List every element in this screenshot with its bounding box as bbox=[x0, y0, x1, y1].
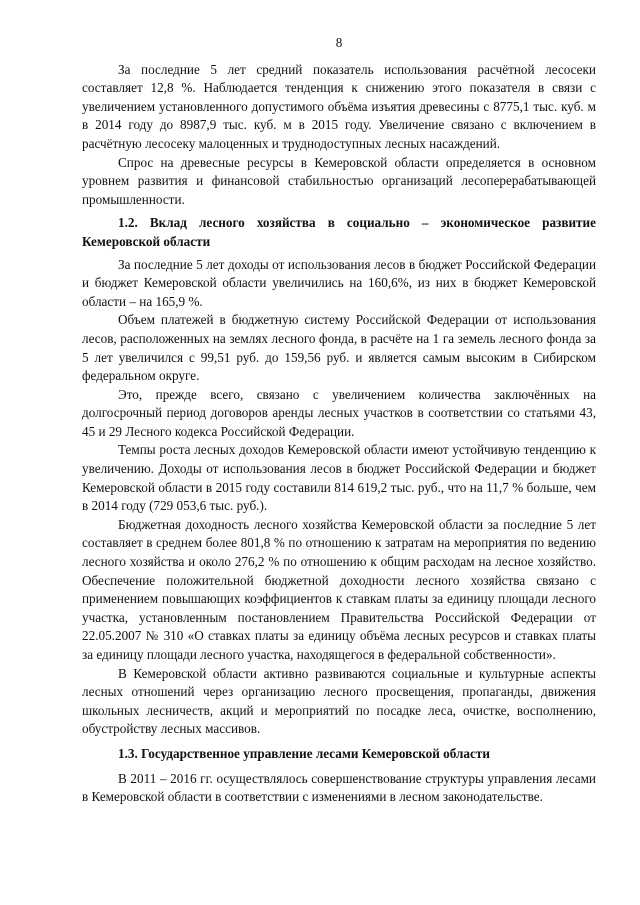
paragraph-lease-contracts: Это, прежде всего, связано с увеличением количества заключённых на долгосрочный период договоров аренды лесных участков в соответствии со статьями 43, 45 и 29 Лесного кодекса Российской Федерации. bbox=[82, 386, 596, 439]
section-heading-1-2: 1.2. Вклад лесного хозяйства в социально – экономическое развитие Кемеровской области bbox=[82, 215, 596, 249]
paragraph-payments-per-hectare: Объем платежей в бюджетную систему Российской Федерации от использования лесов, расположенных на землях лесного фонда, в расчёте на 1 га земель лесного фонда за 5 лет увеличился с 99,51 руб. до 159,56 руб. и является самым высоким в Сибирском федеральном округе. bbox=[82, 312, 596, 384]
paragraph-management-structure: В 2011 – 2016 гг. осуществлялось совершенствование структуры управления лесами в Кемеровской области в соответствии с изменениями в лесном законодательстве. bbox=[82, 770, 596, 805]
paragraph-felling-usage: За последние 5 лет средний показатель использования расчётной лесосеки составляет 12,8 %. Наблюдается тенденция к снижению этого показателя в связи с увеличением установленного допустимого объёма изъятия древесины с 8775,1 тыс. куб. м в 2014 году до 8987,9 тыс. куб. м в 2015 году. Увеличение связано с включением в расчётную лесосеку малоценных и труднодоступных лесных насаждений. bbox=[82, 61, 596, 151]
paragraph-budget-profitability: Бюджетная доходность лесного хозяйства Кемеровской области за последние 5 лет составляет в среднем более 801,8 % по отношению к затратам на мероприятия по ведению лесного хозяйства и около 276,2 % по отношению к общим расходам на лесное хозяйство. Обеспечение положительной бюджетной доходности лесного хозяйства связано с применением повышающих коэффициентов к ставкам платы за единицу площади лесного участка, установленным постановлением Правительства Российской Федерации от 22.05.2007 № 310 «О ставках платы за единицу объёма лесных ресурсов и ставках платы за единицу площади лесного участка, находящегося в федеральной собственности». bbox=[82, 516, 596, 662]
paragraph-social-aspects: В Кемеровской области активно развиваются социальные и культурные аспекты лесных отношений через организацию лесного просвещения, пропаганды, движения школьных лесничеств, акций и мероприятий по посадке леса, очистке, восполнению, обустройству лесных массивов. bbox=[82, 665, 596, 737]
paragraph-income-growth: Темпы роста лесных доходов Кемеровской области имеют устойчивую тенденцию к увеличению. Доходы от использования лесов в бюджет Российской Федерации и бюджет Кемеровской области в 2015 году составили 814 619,2 тыс. руб., что на 11,7 % больше, чем в 2014 году (729 053,6 тыс. руб.). bbox=[82, 442, 596, 514]
page-number: 8 bbox=[335, 35, 343, 50]
paragraph-budget-income: За последние 5 лет доходы от использования лесов в бюджет Российской Федерации и бюджет Кемеровской области увеличились на 160,6%, из них в бюджет Кемеровской области – на 165,9 %. bbox=[82, 256, 596, 309]
paragraph-wood-demand: Спрос на древесные ресурсы в Кемеровской области определяется в основном уровнем развития и финансовой стабильностью организаций лесоперерабатывающей промышленности. bbox=[82, 154, 596, 207]
section-heading-1-3: 1.3. Государственное управление лесами Кемеровской области bbox=[118, 745, 490, 761]
